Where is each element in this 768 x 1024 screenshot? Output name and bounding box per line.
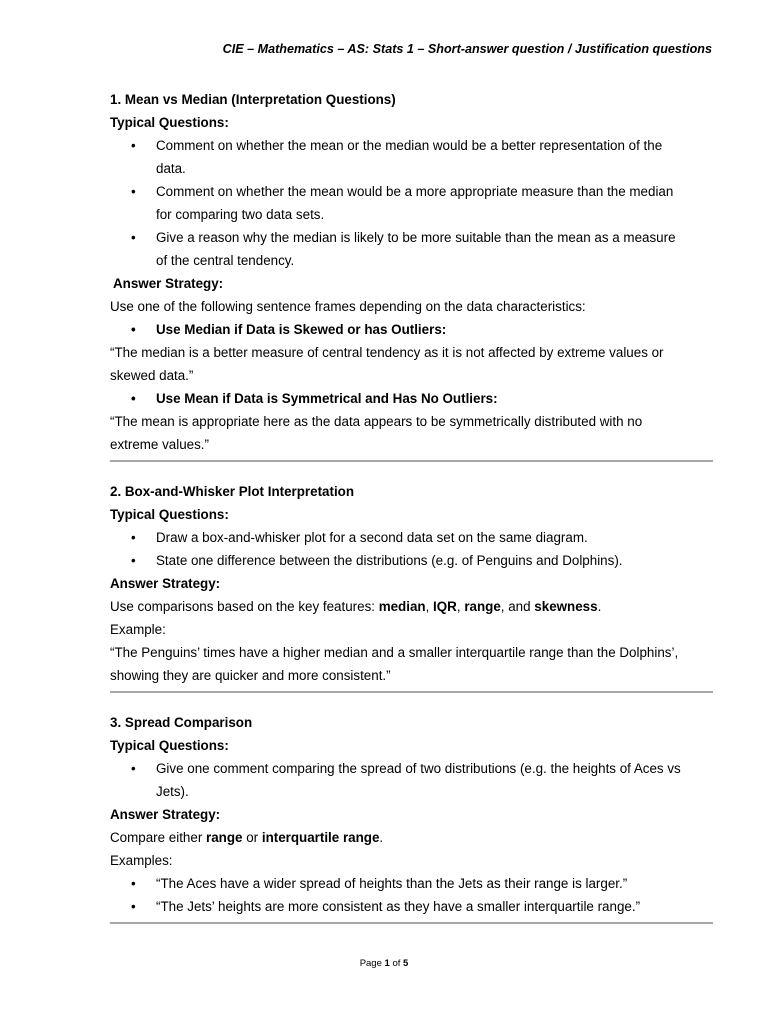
section-divider xyxy=(110,922,713,924)
list-item-text: Give a reason why the median is likely to be more suitable than the mean as a measure xyxy=(156,230,676,245)
example-label: Example: xyxy=(110,622,166,637)
list-item-text: Comment on whether the mean or the median would be a better representation of the xyxy=(156,138,663,153)
sentence-frame-text: “The mean is appropriate here as the data appears to be symmetrically distributed with no xyxy=(110,414,643,429)
list-item xyxy=(110,134,714,180)
examples-label: Examples: xyxy=(110,853,173,868)
list-item-text: Comment on whether the mean would be a more appropriate measure than the median xyxy=(156,184,674,199)
section-title: 2. Box-and-Whisker Plot Interpretation xyxy=(110,484,355,499)
document-body xyxy=(110,88,714,924)
example-text-line: “The Penguins’ times have a higher median and a smaller interquartile range than the Dolphins’, xyxy=(110,645,679,660)
text-run: , xyxy=(425,599,434,614)
page-header: CIE – Mathematics – AS: Stats 1 – Short-answer question / Justification questions xyxy=(222,42,712,56)
keyword: range xyxy=(206,830,243,845)
strategy-text xyxy=(110,826,714,849)
list-item xyxy=(110,757,714,803)
list-item-text: of the central tendency. xyxy=(156,253,295,268)
keyword: range xyxy=(464,599,501,614)
section-mean-vs-median xyxy=(110,88,714,462)
section-title: 3. Spread Comparison xyxy=(110,715,253,730)
question-list xyxy=(110,757,714,803)
sentence-frame xyxy=(110,410,714,456)
page-total: 5 xyxy=(403,958,409,969)
page-label: of xyxy=(389,958,404,969)
text-run: , xyxy=(456,599,465,614)
keyword: median xyxy=(378,599,426,614)
list-item: • “The Aces have a wider spread of heights than the Jets as their range is larger.” xyxy=(110,872,714,895)
keyword: interquartile range xyxy=(261,830,380,845)
text-run: Compare either xyxy=(110,830,207,845)
keyword: skewness xyxy=(534,599,598,614)
typical-questions-label: Typical Questions: xyxy=(110,507,229,522)
list-item: • Draw a box-and-whisker plot for a second data set on the same diagram. xyxy=(110,526,714,549)
sentence-frame xyxy=(110,341,714,387)
question-list xyxy=(110,134,714,272)
sentence-frame-text: extreme values.” xyxy=(110,437,209,452)
answer-strategy-label: Answer Strategy: xyxy=(113,276,224,291)
question-list xyxy=(110,526,714,572)
list-item-text: for comparing two data sets. xyxy=(156,207,325,222)
list-item-text: Give one comment comparing the spread of two distributions (e.g. the heights of Aces vs xyxy=(156,761,681,776)
page-label: Page xyxy=(359,958,385,969)
text-run: Use comparisons based on the key features: xyxy=(110,599,379,614)
typical-questions-label: Typical Questions: xyxy=(110,738,229,753)
spacer xyxy=(110,462,714,480)
list-item-text: data. xyxy=(156,161,186,176)
text-run: . xyxy=(597,599,602,614)
answer-strategy-label: Answer Strategy: xyxy=(110,576,221,591)
keyword: IQR xyxy=(433,599,457,614)
list-item: • State one difference between the distributions (e.g. of Penguins and Dolphins). xyxy=(110,549,714,572)
sentence-frame-text: “The median is a better measure of central tendency as it is not affected by extreme values or xyxy=(110,345,664,360)
example-text-line: showing they are quicker and more consistent.” xyxy=(110,668,391,683)
answer-strategy-label: Answer Strategy: xyxy=(110,807,221,822)
spacer xyxy=(110,693,714,711)
list-item: • “The Jets’ heights are more consistent as they have a smaller interquartile range.” xyxy=(110,895,714,918)
section-spread-comparison xyxy=(110,711,714,924)
section-box-whisker xyxy=(110,480,714,693)
example-text xyxy=(110,641,714,687)
frame-label: • Use Mean if Data is Symmetrical and Has No Outliers: xyxy=(110,387,714,410)
text-run: . xyxy=(379,830,384,845)
frame-list xyxy=(110,318,714,341)
example-list xyxy=(110,872,714,918)
list-item-text: Jets). xyxy=(156,784,189,799)
sentence-frame-text: skewed data.” xyxy=(110,368,194,383)
frame-label: • Use Median if Data is Skewed or has Outliers: xyxy=(110,318,714,341)
list-item xyxy=(110,180,714,226)
text-run: , and xyxy=(500,599,535,614)
strategy-text xyxy=(110,595,714,618)
strategy-intro: Use one of the following sentence frames depending on the data characteristics: xyxy=(110,299,586,314)
frame-list xyxy=(110,387,714,410)
section-title: 1. Mean vs Median (Interpretation Questions) xyxy=(110,92,396,107)
page-number: 1 xyxy=(384,958,390,969)
list-item xyxy=(110,226,714,272)
text-run: or xyxy=(242,830,262,845)
page-footer xyxy=(0,958,768,969)
typical-questions-label: Typical Questions: xyxy=(110,115,229,130)
